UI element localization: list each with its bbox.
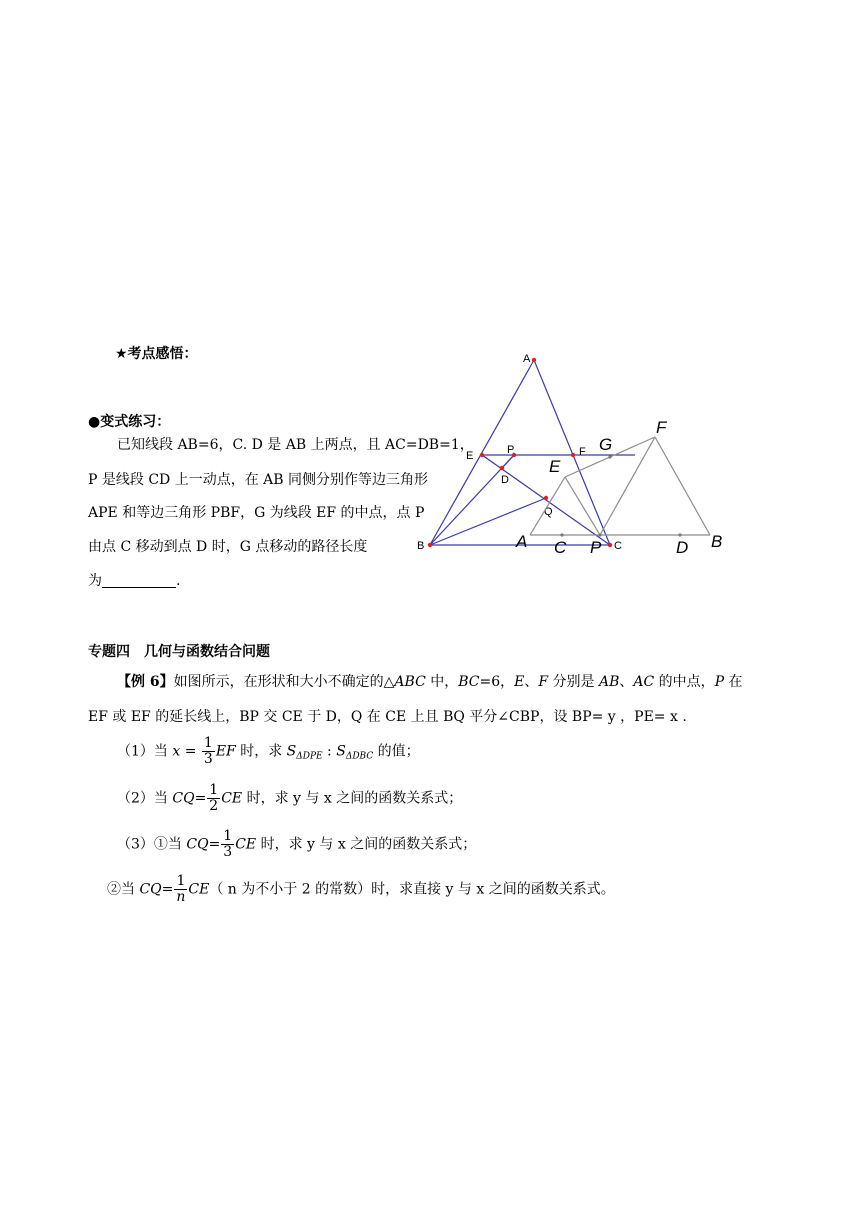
fig2-label-c: C [554, 538, 567, 557]
q2-fraction [207, 783, 220, 814]
q3-prefix: （3）①当 [117, 836, 187, 853]
q3b-cq: CQ [139, 881, 162, 898]
problem-line-5-text: 为 [88, 573, 102, 589]
q3-fraction [221, 829, 234, 860]
fig2-label-d: D [676, 538, 689, 557]
q2-ce: CE [221, 790, 243, 807]
q2-num: 1 [209, 782, 219, 798]
q1-sub2: ΔDBC [345, 751, 374, 762]
fig2-label-b: B [711, 532, 723, 551]
q1-s2: S [336, 743, 346, 760]
ex6-e: E [514, 674, 525, 690]
ex6-abc: ABC [394, 674, 426, 690]
q1-ef: EF [215, 743, 236, 760]
q3b-den: n [176, 889, 186, 905]
fig1-label-q: Q [544, 506, 553, 518]
ex6-t4: 、 [524, 674, 539, 690]
example6-line-2: EF 或 EF 的延长线上，BP 交 CE 于 D，Q 在 CE 上且 BQ 平分∠CBP，设 BP= y ，PE= x . [88, 709, 687, 725]
ex6-t3: =6， [479, 674, 515, 690]
q1-suffix: 的值； [373, 743, 420, 760]
ex6-ab: AB [599, 674, 620, 690]
q3-cq: CQ [186, 836, 209, 853]
ex6-t6: 、 [619, 674, 634, 690]
q1-den: 3 [203, 751, 213, 767]
ex6-t7: 的中点， [654, 674, 715, 690]
question-3 [117, 829, 476, 860]
q2-cq: CQ [172, 790, 195, 807]
q1-s1: S [286, 743, 297, 760]
fig2-label-a: A [516, 532, 528, 551]
fig1-label-d: D [501, 474, 509, 486]
q1-prefix: （1）当 [117, 743, 173, 760]
ex6-bc: BC [458, 674, 480, 690]
q1-x: x [172, 743, 181, 760]
q2-prefix: （2）当 [117, 790, 173, 807]
q3b-prefix: ②当 [107, 881, 140, 898]
heading-kaodian: ★考点感悟： [115, 346, 198, 362]
problem-line-1: 已知线段 AB=6，C. D 是 AB 上两点，且 AC=DB=1， [117, 437, 474, 453]
q3b-suffix: （ n 为不小于 2 的常数）时，求直接 y 与 x 之间的函数关系式。 [209, 881, 615, 898]
topic4-title: 专题四 几何与函数结合问题 [88, 644, 270, 660]
question-1 [117, 736, 420, 767]
fig1-label-f: F [579, 446, 586, 458]
q3b-eq: = [161, 881, 174, 898]
q3-eq: = [208, 836, 221, 853]
q3b-num: 1 [174, 874, 187, 890]
problem-line-2: P 是线段 CD 上一动点，在 AB 同侧分别作等边三角形 [88, 472, 429, 488]
problem-line-4: 由点 C 移动到点 D 时，G 点移动的路径长度 [88, 539, 368, 555]
ex6-t5: 分别是 [548, 674, 599, 690]
q3b-ce: CE [188, 881, 210, 898]
q2-suffix: 时，求 y 与 x 之间的函数关系式； [242, 790, 463, 807]
ex6-f: F [538, 674, 549, 690]
fig1-label-e: E [466, 450, 474, 462]
heading-bianshi: ●变式练习： [88, 414, 171, 430]
q1-colon: : [322, 743, 337, 760]
q3b-fraction [174, 874, 187, 905]
q1-fraction [202, 736, 215, 767]
problem-end: . [176, 573, 181, 589]
q3-ce: CE [235, 836, 257, 853]
fig1-label-p: P [507, 444, 515, 456]
fig1-label-c: C [614, 540, 622, 552]
q1-num: 1 [203, 735, 213, 751]
ex6-ac: AC [633, 674, 655, 690]
q3-suffix: 时，求 y 与 x 之间的函数关系式； [256, 836, 477, 853]
problem-line-3: APE 和等边三角形 PBF，G 为线段 EF 的中点，点 P [88, 505, 425, 521]
fig2-lines [530, 437, 710, 535]
q3-num: 1 [223, 828, 233, 844]
fig1-label-a: A [523, 353, 531, 365]
fig2-label-e: E [549, 457, 561, 476]
fig2-label-p: P [590, 538, 602, 557]
example6-line-1 [117, 675, 743, 689]
fig2-label-g: G [599, 435, 613, 454]
q3-den: 3 [223, 844, 233, 860]
fig2-label-f: F [656, 418, 667, 437]
example6-label: 【例 6】 [117, 674, 174, 690]
ex6-t8: 在 [724, 674, 743, 690]
question-3b [107, 874, 615, 905]
ex6-t2: 中， [425, 674, 459, 690]
question-2 [117, 783, 462, 814]
ex6-t1: 如图所示，在形状和大小不确定的△ [173, 674, 395, 690]
q1-sub1: ΔDPE [296, 751, 323, 762]
q1-eq: = [180, 743, 201, 760]
q1-mid: 时，求 [235, 743, 287, 760]
fig1-label-b: B [417, 540, 425, 552]
ex6-p: P [714, 674, 725, 690]
q2-eq: = [194, 790, 207, 807]
q2-den: 2 [209, 798, 219, 814]
